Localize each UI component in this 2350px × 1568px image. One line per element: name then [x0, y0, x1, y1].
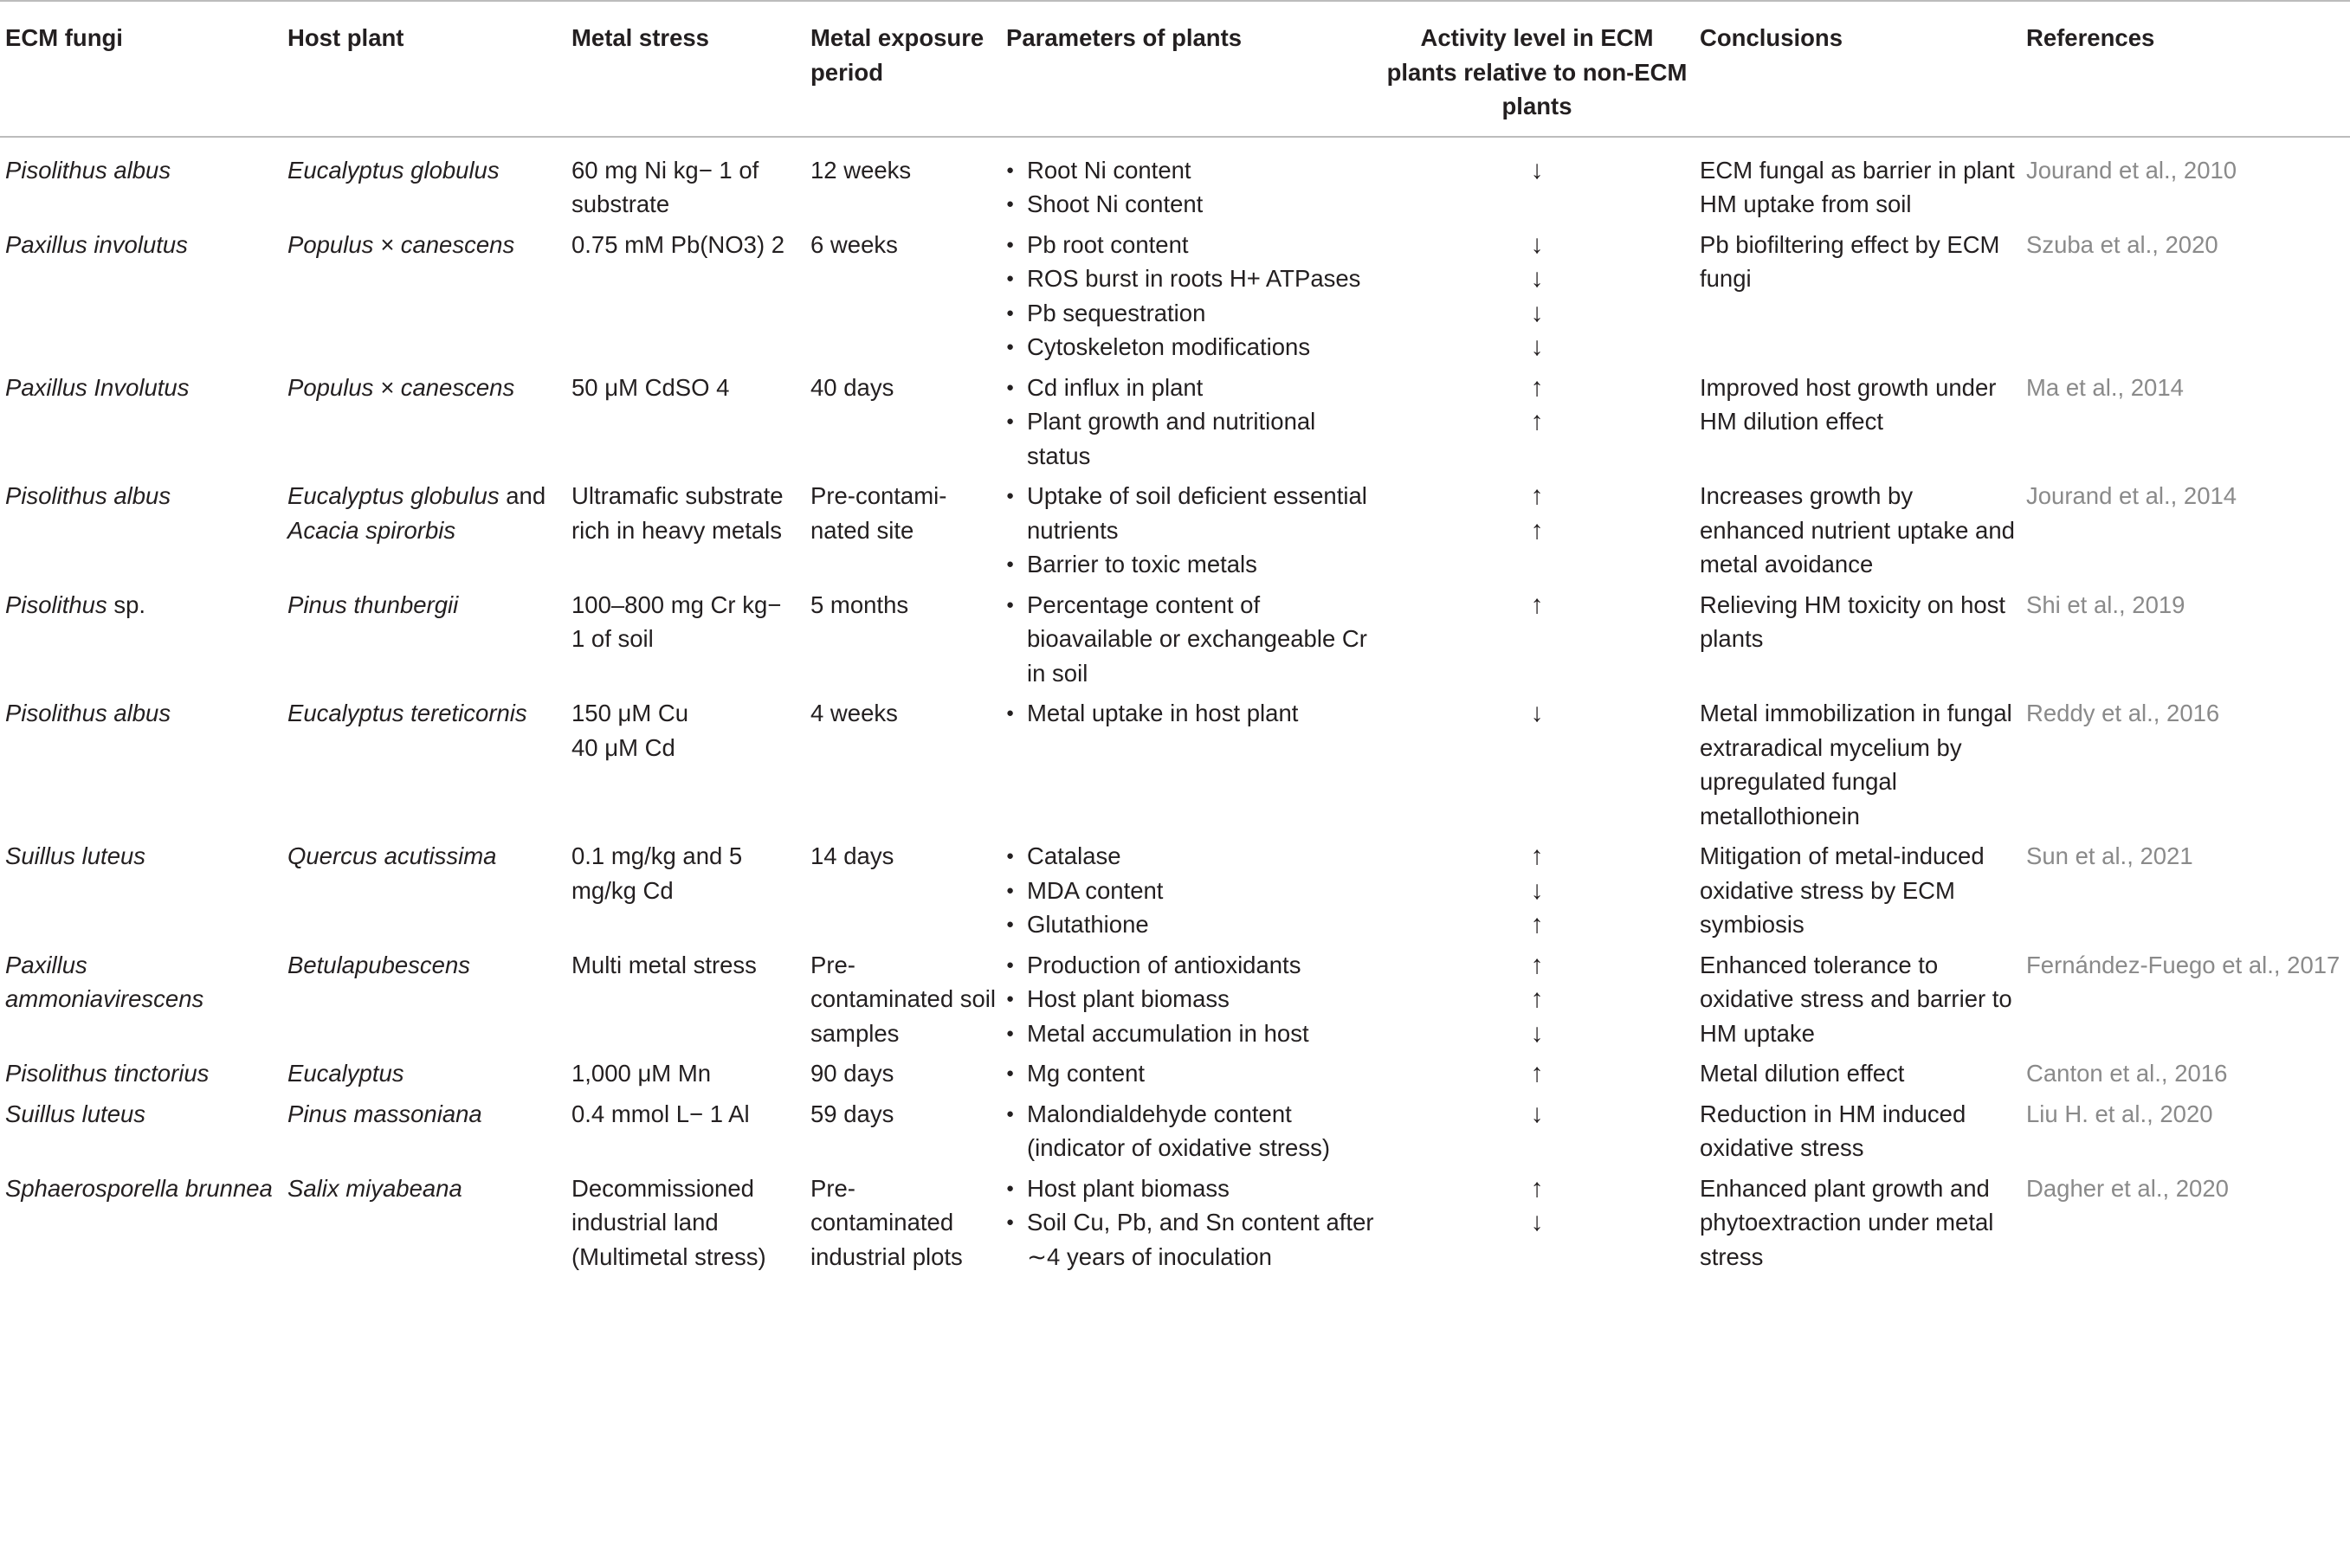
header-activity-level: Activity level in ECM plants relative to non-ECM plants [1386, 24, 1688, 119]
cell-period: 90 days [810, 1060, 894, 1087]
cell-stress: 1,000 μM Mn [571, 1060, 712, 1087]
activity-arrow-icon: ↓ [1530, 1018, 1544, 1048]
cell-host: Pinus thunbergii [287, 590, 459, 618]
cell-conclusion: Metal dilution effect [1700, 1060, 1905, 1087]
header-parameters: Parameters of plants [1006, 24, 1243, 51]
cell-fungi [0, 588, 282, 697]
cell-period: 12 weeks [810, 156, 912, 184]
cell-stress: Ultramafic substrate rich in heavy metals [571, 482, 784, 544]
cell-host: Eucalyptus [287, 1060, 404, 1087]
cell-host: Populus × canescens [287, 373, 515, 401]
activity-arrow-icon: ↑ [1530, 1059, 1544, 1087]
reference-link[interactable]: Ma et al., 2014 [2026, 373, 2184, 401]
cell-activity [1379, 371, 1695, 480]
cell-activity [1379, 1056, 1695, 1097]
cell-host: Pinus massoniana [287, 1100, 482, 1127]
activity-arrow-icon: ↓ [1530, 1099, 1544, 1128]
cell-period: 4 weeks [810, 700, 898, 726]
param-item: ● Shoot Ni content [1006, 187, 1374, 222]
cell-fungi: Pisolithus tinctorius [5, 1060, 210, 1087]
param-item: ● Plant growth and nutritional status [1006, 404, 1374, 473]
cell-params [1001, 371, 1379, 480]
cell-params [1001, 228, 1379, 371]
cell-stress: Multi metal stress [571, 951, 757, 978]
header-ecm-fungi: ECM fungi [5, 24, 123, 51]
cell-stress: 100–800 mg Cr kg− 1 of soil [571, 590, 782, 652]
cell-host [282, 479, 566, 588]
cell-fungi: Paxillus involutus [5, 230, 188, 258]
cell-activity [1379, 1097, 1695, 1171]
cell-fungi: Suillus luteus [5, 1100, 146, 1127]
cell-host: Salix miyabeana [287, 1174, 462, 1202]
cell-period: 59 days [810, 1100, 894, 1127]
param-item: ● Root Ni content [1006, 153, 1374, 188]
cell-conclusion: Pb biofiltering effect by ECM fungi [1700, 230, 2000, 292]
cell-activity [1379, 588, 1695, 697]
stress-line: 40 μM Cd [571, 733, 675, 761]
param-item: ● Cd influx in plant [1006, 371, 1374, 405]
param-item: ● Percentage content of bioavailable or exchangeable Cr in soil [1006, 588, 1374, 691]
activity-arrow-icon: ↑ [1530, 590, 1544, 619]
activity-arrow-icon: ↓ [1530, 1208, 1544, 1236]
reference-link[interactable]: Sun et al., 2021 [2026, 842, 2193, 869]
cell-conclusion: ECM fungal as barrier in plant HM uptake from soil [1700, 156, 2015, 217]
cell-activity [1379, 137, 1695, 228]
cell-params [1001, 1097, 1379, 1171]
cell-params [1001, 1171, 1379, 1281]
cell-params [1001, 696, 1379, 839]
cell-host: Eucalyptus globulus [287, 156, 500, 184]
stress-line: 150 μM Cu [571, 700, 689, 726]
cell-period: Pre-contaminated industrial plots [810, 1174, 963, 1270]
cell-conclusion: Enhanced tolerance to oxidative stress and barrier to HM uptake [1700, 951, 2012, 1047]
cell-activity [1379, 479, 1695, 588]
cell-period: 5 months [810, 590, 909, 618]
cell-fungi: Pisolithus albus [5, 700, 171, 726]
cell-fungi: Sphaerosporella brunnea [5, 1174, 273, 1202]
cell-conclusion: Enhanced plant growth and phytoextraction under metal stress [1700, 1174, 1994, 1270]
table-row [0, 948, 2350, 1057]
param-item: ● Cytoskeleton modifications [1006, 330, 1374, 365]
host-name-a: Eucalyptus globulus [287, 482, 500, 509]
cell-stress: 60 mg Ni kg− 1 of substrate [571, 156, 759, 217]
activity-arrow-icon: ↑ [1530, 950, 1544, 979]
table-row [0, 479, 2350, 588]
table-row [0, 228, 2350, 371]
cell-host: Populus × canescens [287, 230, 515, 258]
param-item: ● MDA content [1006, 874, 1374, 908]
cell-conclusion: Mitigation of metal-induced oxidative stress by ECM symbiosis [1700, 842, 1985, 938]
table-row [0, 839, 2350, 948]
param-item: ● Pb root content [1006, 228, 1374, 262]
reference-link[interactable]: Dagher et al., 2020 [2026, 1174, 2229, 1202]
cell-period: 14 days [810, 842, 894, 869]
reference-link[interactable]: Shi et al., 2019 [2026, 590, 2185, 618]
reference-link[interactable]: Fernández-Fuego et al., 2017 [2026, 951, 2340, 978]
table-row [0, 371, 2350, 480]
host-conjunction: and [506, 482, 546, 509]
cell-conclusion: Improved host growth under HM dilution effect [1700, 373, 1997, 435]
activity-arrow-icon: ↓ [1530, 155, 1544, 184]
param-item: ● Glutathione [1006, 907, 1374, 942]
table-row [0, 696, 2350, 839]
cell-activity [1379, 228, 1695, 371]
cell-stress: 0.1 mg/kg and 5 mg/kg Cd [571, 842, 743, 904]
param-item: ● Barrier to toxic metals [1006, 547, 1374, 582]
reference-link[interactable]: Szuba et al., 2020 [2026, 230, 2218, 258]
reference-link[interactable]: Jourand et al., 2014 [2026, 482, 2237, 509]
cell-activity [1379, 948, 1695, 1057]
cell-stress: 0.4 mmol L− 1 Al [571, 1100, 750, 1127]
cell-params [1001, 1056, 1379, 1097]
cell-params [1001, 839, 1379, 948]
cell-period: Pre-contami-nated site [810, 482, 947, 544]
param-item: ● ROS burst in roots H+ ATPases [1006, 261, 1374, 296]
param-item: ● Mg content [1006, 1056, 1374, 1091]
param-item: ● Malondialdehyde content (indicator of oxidative stress) [1006, 1097, 1374, 1165]
cell-conclusion: Metal immobilization in fungal extraradical mycelium by upregulated fungal metallothionein [1700, 700, 2012, 829]
header-exposure-period: Metal exposure period [810, 24, 985, 86]
param-item: ● Uptake of soil deficient essential nutrients [1006, 479, 1374, 547]
param-item: ● Host plant biomass [1006, 982, 1374, 1016]
param-item: ● Metal accumulation in host [1006, 1016, 1374, 1051]
activity-arrow-icon: ↑ [1530, 515, 1544, 545]
cell-host: Betulapubescens [287, 951, 470, 978]
activity-arrow-icon: ↑ [1530, 372, 1544, 402]
table-row [0, 1056, 2350, 1097]
host-name-b: Acacia spirorbis [287, 516, 456, 544]
header-metal-stress: Metal stress [571, 24, 709, 51]
table-row [0, 1171, 2350, 1281]
cell-fungi: Paxillus Involutus [5, 373, 190, 401]
reference-link[interactable]: Jourand et al., 2010 [2026, 156, 2237, 184]
table-row [0, 137, 2350, 228]
header-conclusions: Conclusions [1700, 24, 1843, 51]
cell-period: Pre-contaminated soil samples [810, 951, 997, 1047]
cell-activity [1379, 696, 1695, 839]
activity-arrow-icon: ↓ [1530, 699, 1544, 727]
reference-link[interactable]: Reddy et al., 2016 [2026, 700, 2220, 726]
table-row [0, 588, 2350, 697]
reference-link[interactable]: Canton et al., 2016 [2026, 1060, 2228, 1087]
cell-params [1001, 137, 1379, 228]
cell-stress: Decommissioned industrial land (Multimetal stress) [571, 1174, 766, 1270]
cell-fungi: Pisolithus albus [5, 156, 171, 184]
activity-arrow-icon: ↓ [1530, 332, 1544, 361]
cell-conclusion: Relieving HM toxicity on host plants [1700, 590, 2006, 652]
cell-stress: 0.75 mM Pb(NO3) 2 [571, 230, 785, 258]
cell-host: Quercus acutissima [287, 842, 497, 869]
cell-activity [1379, 839, 1695, 948]
cell-fungi: Suillus luteus [5, 842, 146, 869]
cell-params [1001, 948, 1379, 1057]
activity-arrow-icon: ↑ [1530, 1173, 1544, 1203]
activity-arrow-icon: ↓ [1530, 229, 1544, 259]
cell-fungi: Paxillus ammoniavirescens [5, 951, 204, 1012]
param-item: ● Catalase [1006, 839, 1374, 874]
activity-arrow-icon: ↑ [1530, 842, 1544, 870]
cell-params [1001, 588, 1379, 697]
cell-stress [566, 696, 805, 839]
cell-params [1001, 479, 1379, 588]
fungi-suffix: sp. [113, 590, 146, 618]
cell-fungi: Pisolithus albus [5, 482, 171, 509]
cell-host: Eucalyptus tereticornis [287, 700, 527, 726]
activity-arrow-icon: ↑ [1530, 481, 1544, 510]
cell-activity [1379, 1171, 1695, 1281]
activity-arrow-icon: ↓ [1530, 875, 1544, 905]
activity-arrow-icon: ↑ [1530, 984, 1544, 1013]
param-item: ● Soil Cu, Pb, and Sn content after ∼4 years of inoculation [1006, 1205, 1374, 1274]
activity-arrow-icon: ↓ [1530, 264, 1544, 293]
reference-link[interactable]: Liu H. et al., 2020 [2026, 1100, 2213, 1127]
fungi-genus: Pisolithus [5, 590, 107, 618]
cell-period: 6 weeks [810, 230, 898, 258]
param-item: ● Production of antioxidants [1006, 948, 1374, 983]
activity-arrow-icon: ↑ [1530, 910, 1544, 939]
param-item: ● Host plant biomass [1006, 1171, 1374, 1206]
param-item: ● Pb sequestration [1006, 296, 1374, 331]
cell-stress: 50 μM CdSO 4 [571, 373, 730, 401]
cell-conclusion: Reduction in HM induced oxidative stress [1700, 1100, 1966, 1161]
table-header-row [0, 1, 2350, 137]
activity-arrow-icon: ↓ [1530, 298, 1544, 327]
table-row [0, 1097, 2350, 1171]
param-item: ● Metal uptake in host plant [1006, 696, 1374, 731]
header-references: References [2026, 24, 2155, 51]
activity-arrow-icon: ↑ [1530, 407, 1544, 436]
header-host-plant: Host plant [287, 24, 404, 51]
cell-conclusion: Increases growth by enhanced nutrient uptake and metal avoidance [1700, 482, 2015, 578]
cell-period: 40 days [810, 373, 894, 401]
